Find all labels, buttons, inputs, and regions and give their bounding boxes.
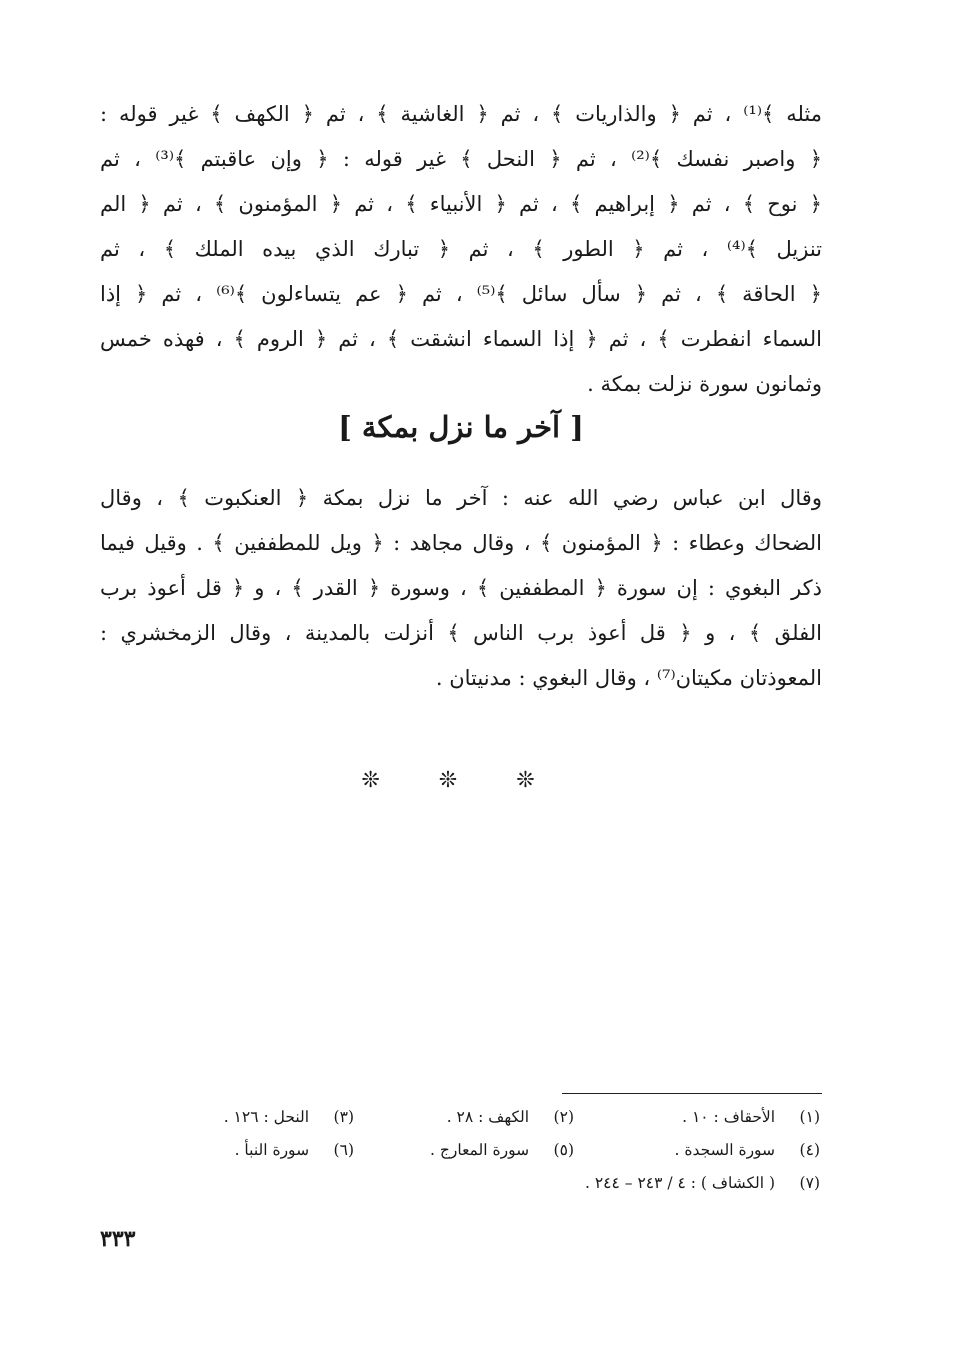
footnote-text: سورة النبأ .	[234, 1141, 310, 1159]
text-line: ﴿ نوح ﴾ ، ثم ﴿ إبراهيم ﴾ ، ثم ﴿ الأنبياء ﴾ ، ثم ﴿ المؤمنون ﴾ ، ثم ﴿ الم	[100, 192, 822, 216]
text-line: الضحاك وعطاء : ﴿ المؤمنون ﴾ ، وقال مجاهد : ﴿ ويل للمطففين ﴾ . وقيل فيما	[100, 531, 822, 555]
footnote-3	[224, 1108, 354, 1126]
text-line: السماء انفطرت ﴾ ، ثم ﴿ إذا السماء انشقت ﴾ ، ثم ﴿ الروم ﴾ ، فهذه خمس	[100, 327, 822, 351]
footnote-2	[447, 1108, 574, 1126]
footnote-1	[682, 1108, 820, 1126]
footnote-rule	[562, 1093, 822, 1094]
footnote-text: الأحقاف : ١٠ .	[682, 1108, 776, 1126]
text-line: تنزيل ﴾⁽⁴⁾ ، ثم ﴿ الطور ﴾ ، ثم ﴿ تبارك الذي بيده الملك ﴾ ، ثم	[100, 237, 822, 261]
footnote-number: (٢)	[553, 1108, 574, 1126]
section-separator: ❊ ❊ ❊	[361, 768, 561, 793]
footnote-text: سورة السجدة .	[674, 1141, 776, 1159]
text-line: ﴿ واصبر نفسك ﴾⁽²⁾ ، ثم ﴿ النحل ﴾ غير قوله : ﴿ وإن عاقبتم ﴾⁽³⁾ ، ثم	[100, 147, 822, 171]
text-line: ذكر البغوي : إن سورة ﴿ المطففين ﴾ ، وسورة ﴿ القدر ﴾ ، و ﴿ قل أعوذ برب	[100, 576, 822, 600]
footnote-number: (٥)	[553, 1141, 574, 1159]
footnote-number: (٦)	[333, 1141, 354, 1159]
section-heading: [ آخر ما نزل بمكة ]	[338, 410, 584, 444]
footnote-6	[235, 1141, 354, 1159]
paragraph-last-meccan	[100, 476, 822, 701]
footnote-7	[585, 1174, 820, 1192]
text-line: ﴿ الحاقة ﴾ ، ثم ﴿ سأل سائل ﴾⁽⁵⁾ ، ثم ﴿ عم يتساءلون ﴾⁽⁶⁾ ، ثم ﴿ إذا	[100, 282, 822, 306]
paragraph-surah-order	[100, 92, 822, 407]
footnote-5	[430, 1141, 574, 1159]
text-line: وقال ابن عباس رضي الله عنه : آخر ما نزل بمكة ﴿ العنكبوت ﴾ ، وقال	[100, 486, 822, 510]
footnote-number: (٣)	[333, 1108, 354, 1126]
footnote-4	[675, 1141, 820, 1159]
footnote-text: الكهف : ٢٨ .	[446, 1108, 530, 1126]
text-line: الفلق ﴾ ، و ﴿ قل أعوذ برب الناس ﴾ أنزلت بالمدينة ، وقال الزمخشري :	[100, 621, 822, 645]
footnote-number: (٤)	[799, 1141, 820, 1159]
page-number: ٣٣٣	[100, 1226, 136, 1252]
text-line: مثله ﴾⁽¹⁾ ، ثم ﴿ والذاريات ﴾ ، ثم ﴿ الغاشية ﴾ ، ثم ﴿ الكهف ﴾ غير قوله :	[100, 102, 822, 126]
footnote-text: النحل : ١٢٦ .	[223, 1108, 310, 1126]
footnote-number: (٧)	[799, 1174, 820, 1192]
footnote-number: (١)	[799, 1108, 820, 1126]
text-line: وثمانون سورة نزلت بمكة .	[587, 372, 822, 396]
footnote-text: ( الكشاف ) : ٤ / ٢٤٣ – ٢٤٤ .	[584, 1174, 776, 1192]
footnote-text: سورة المعارج .	[430, 1141, 530, 1159]
text-line: المعوذتان مكيتان⁽⁷⁾ ، وقال البغوي : مدنيتان .	[435, 666, 822, 690]
